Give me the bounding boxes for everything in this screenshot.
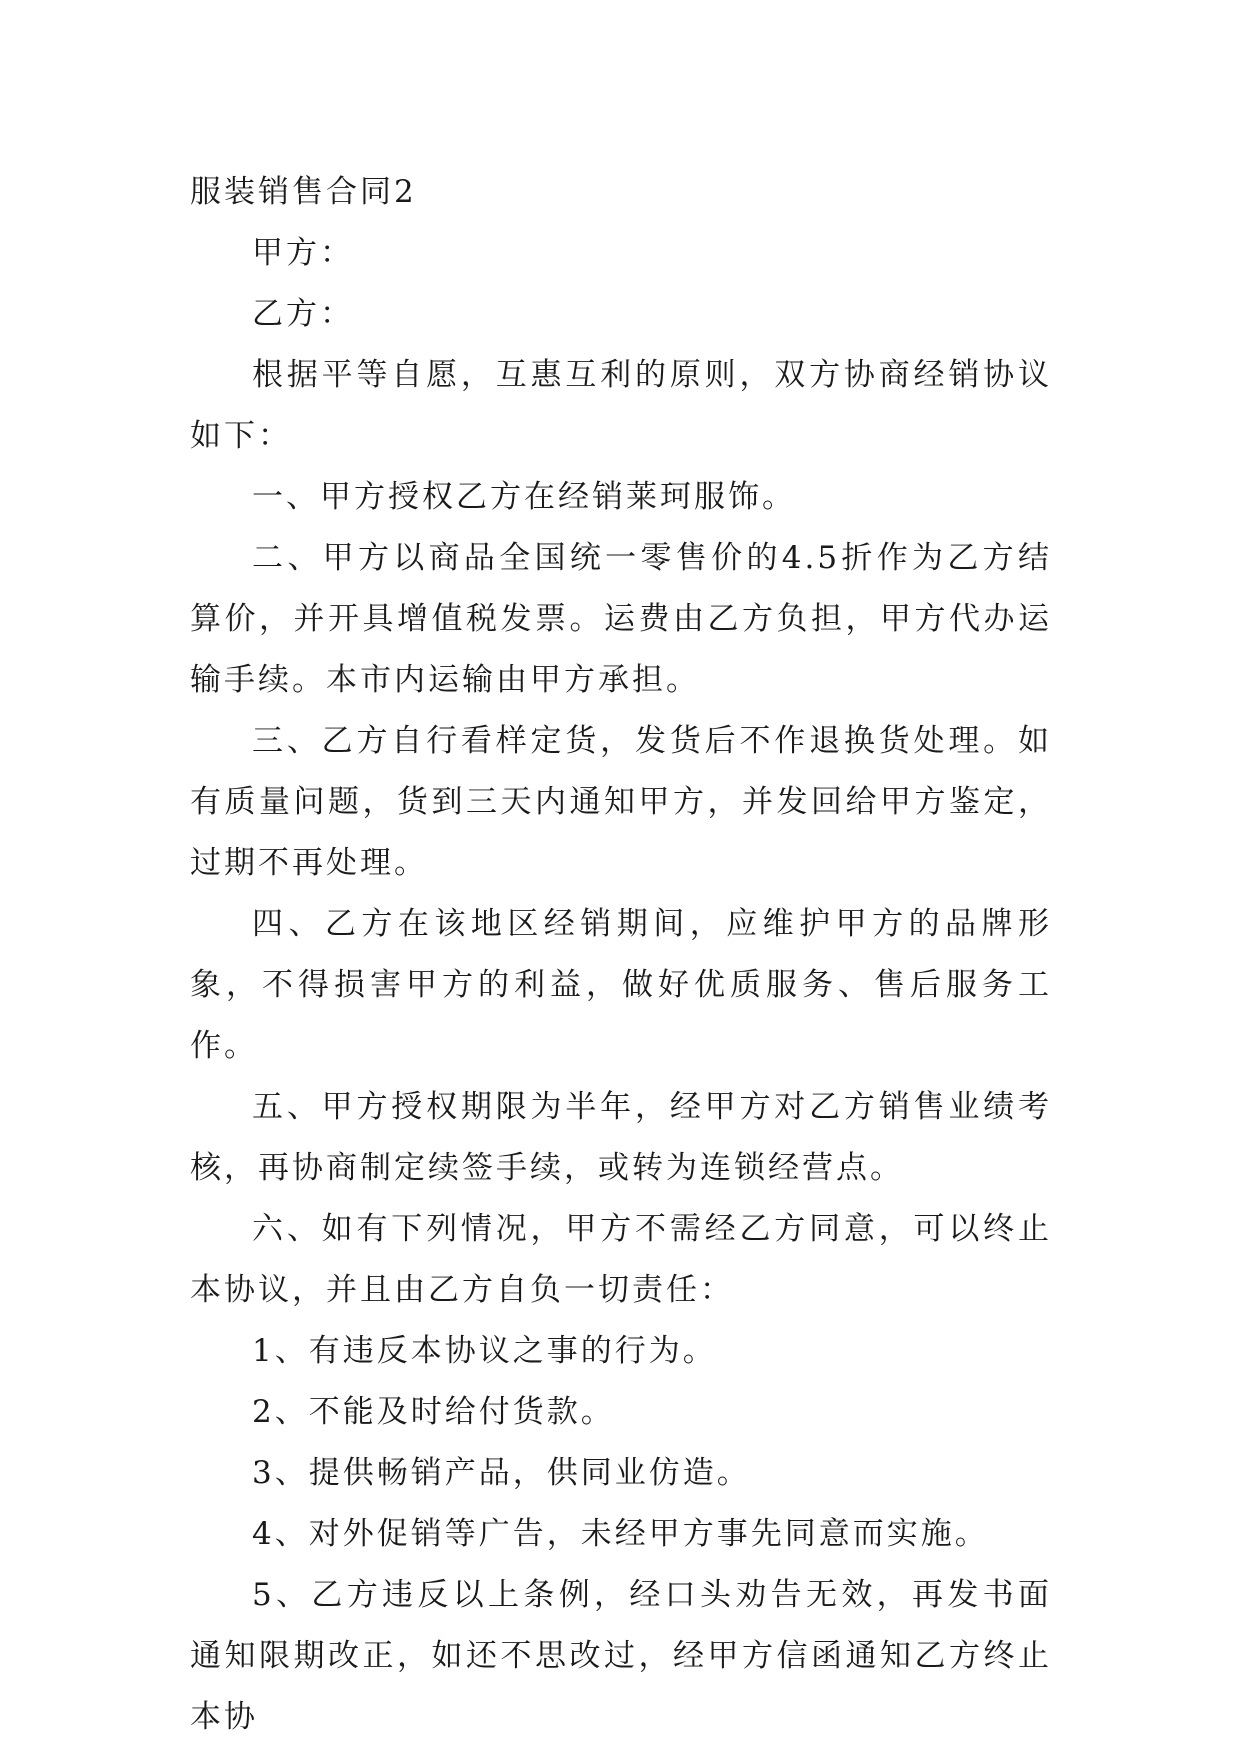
document-title: 服装销售合同2 xyxy=(190,174,417,210)
clause-6-item-1: 1、有违反本协议之事的行为。 xyxy=(252,1333,717,1369)
document-body xyxy=(190,162,1052,1748)
party-b-line: 乙方： xyxy=(252,296,354,332)
clause-6-item-5: 5、乙方违反以上条例，经口头劝告无效，再发书面通知限期改正，如还不思改过，经甲方信函通知乙方终止本协 xyxy=(190,1577,1052,1735)
preamble-paragraph: 根据平等自愿，互惠互利的原则，双方协商经销协议如下： xyxy=(190,357,1052,454)
clause-1: 一、甲方授权乙方在经销莱珂服饰。 xyxy=(252,479,796,515)
party-a-line: 甲方： xyxy=(252,235,354,271)
clause-2: 二、甲方以商品全国统一零售价的4.5折作为乙方结算价，并开具增值税发票。运费由乙方负担，甲方代办运输手续。本市内运输由甲方承担。 xyxy=(190,540,1052,698)
clause-6-item-2: 2、不能及时给付货款。 xyxy=(252,1394,615,1430)
clause-5: 五、甲方授权期限为半年，经甲方对乙方销售业绩考核，再协商制定续签手续，或转为连锁经营点。 xyxy=(190,1089,1052,1186)
clause-3: 三、乙方自行看样定货，发货后不作退换货处理。如有质量问题，货到三天内通知甲方，并发回给甲方鉴定，过期不再处理。 xyxy=(190,723,1052,881)
clause-6-item-3: 3、提供畅销产品，供同业仿造。 xyxy=(252,1455,751,1491)
clause-4: 四、乙方在该地区经销期间，应维护甲方的品牌形象，不得损害甲方的利益，做好优质服务、售后服务工作。 xyxy=(190,906,1052,1064)
clause-6: 六、如有下列情况，甲方不需经乙方同意，可以终止本协议，并且由乙方自负一切责任： xyxy=(190,1211,1052,1308)
clause-6-item-4: 4、对外促销等广告，未经甲方事先同意而实施。 xyxy=(252,1516,989,1552)
